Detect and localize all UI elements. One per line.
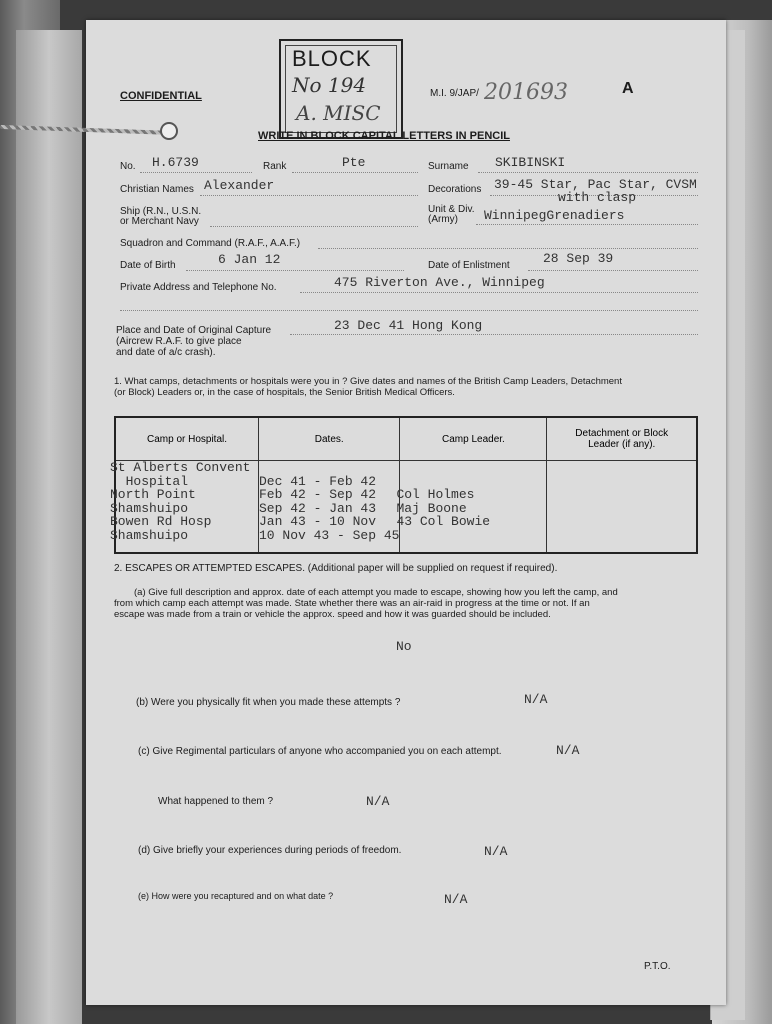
header-dates: Dates.: [259, 417, 400, 461]
no-label: No.: [120, 161, 136, 172]
rank-value: Pte: [342, 155, 366, 170]
address-label: Private Address and Telephone No.: [120, 282, 277, 293]
q2a-line-1: (a) Give full description and approx. date of each attempt you made to escape, showing how you left the camp, and: [134, 587, 618, 598]
decorations-label: Decorations: [428, 184, 482, 195]
rank-label: Rank: [263, 161, 287, 172]
q1-text-line-1: 1. What camps, detachments or hospitals were you in ? Give dates and names of the British Camp Leaders, Detachment: [114, 376, 622, 387]
dob-label: Date of Birth: [120, 260, 176, 271]
header-camp: Camp or Hospital.: [115, 417, 259, 461]
dates-cell: Dec 41 - Feb 42 Feb 42 - Sep 42 Sep 42 - Jan 43 Jan 43 - 10 Nov 10 Nov 43 - Sep 45: [259, 473, 400, 543]
unit-label-2: (Army): [428, 214, 458, 225]
camps-table: [110, 416, 698, 554]
capture-label: Place and Date of Original Capture: [116, 325, 272, 336]
q2e-answer: N/A: [444, 892, 468, 907]
unit-label: Unit & Div.: [428, 204, 475, 215]
decorations-value: 39-45 Star, Pac Star, CVSM: [494, 177, 697, 192]
q2d-answer: N/A: [484, 844, 508, 859]
q2d-text: (d) Give briefly your experiences during periods of freedom.: [138, 845, 402, 856]
pto-label: P.T.O.: [644, 961, 671, 972]
stamp-line-3: A. MISC: [296, 101, 381, 125]
ship-label-2: or Merchant Navy: [120, 216, 199, 227]
leaders-cell: Col Holmes Maj Boone 43 Col Bowie: [396, 487, 491, 529]
enlistment-value: 28 Sep 39: [543, 251, 614, 266]
mi-ref-label: M.I. 9/JAP/: [430, 88, 479, 99]
q2c-text: (c) Give Regimental particulars of anyone who accompanied you on each attempt.: [138, 746, 502, 757]
binder-strip: [16, 30, 82, 1024]
q2a-line-3: escape was made from a train or vehicle the approx. speed and how it was guarded should be included.: [114, 609, 551, 620]
q1-text-line-2: (or Block) Leaders or, in the case of hospitals, the Senior British Medical Officers.: [114, 387, 455, 398]
q2b-answer: N/A: [524, 692, 548, 707]
surname-label: Surname: [428, 161, 469, 172]
camps-cell: St Alberts Convent Hospital North Point Shamshuipo Bowen Rd Hosp Shamshuipo: [110, 460, 251, 543]
no-value: H.6739: [152, 155, 199, 170]
q2-title: 2. ESCAPES OR ATTEMPTED ESCAPES. (Additional paper will be supplied on request if required).: [114, 563, 558, 574]
q2c2-text: What happened to them ?: [158, 796, 274, 807]
stamp-line-2: No 194: [292, 73, 367, 97]
christian-names-label: Christian Names: [120, 184, 194, 195]
address-value: 475 Riverton Ave., Winnipeg: [334, 275, 545, 290]
eyelet-icon: [160, 122, 178, 140]
q2c2-answer: N/A: [366, 794, 390, 809]
christian-names-value: Alexander: [204, 178, 275, 193]
q2b-text: (b) Were you physically fit when you made these attempts ?: [136, 697, 401, 708]
form-letter: A: [622, 80, 634, 97]
ship-label: Ship (R.N., U.S.N.: [120, 206, 202, 217]
mi-number: 201693: [484, 80, 568, 105]
surname-value: SKIBINSKI: [495, 155, 566, 170]
header-camp-leader: Camp Leader.: [400, 417, 547, 461]
squadron-label: Squadron and Command (R.A.F., A.A.F.): [120, 238, 301, 249]
instruction-line: WRITE IN BLOCK CAPITAL LETTERS IN PENCIL: [258, 130, 510, 142]
confidential-label: CONFIDENTIAL: [120, 90, 202, 102]
q2a-answer: No: [396, 639, 412, 654]
q2a-line-2: from which camp each attempt was made. State whether there was an air-raid in progress at the time or not. If an: [114, 598, 590, 609]
q2c-answer: N/A: [556, 743, 580, 758]
capture-value: 23 Dec 41 Hong Kong: [334, 318, 483, 333]
capture-label-3: and date of a/c crash).: [116, 347, 216, 358]
dob-value: 6 Jan 12: [218, 252, 281, 267]
enlistment-label: Date of Enlistment: [428, 260, 510, 271]
stamp-line-1: BLOCK: [292, 46, 372, 71]
capture-label-2: (Aircrew R.A.F. to give place: [116, 336, 242, 347]
decorations-value-2: with clasp: [558, 190, 637, 205]
unit-value: WinnipegGrenadiers: [484, 208, 625, 223]
header-detachment: Detachment or Block Leader (if any).: [547, 417, 697, 461]
q2e-text: (e) How were you recaptured and on what date ?: [138, 891, 334, 901]
